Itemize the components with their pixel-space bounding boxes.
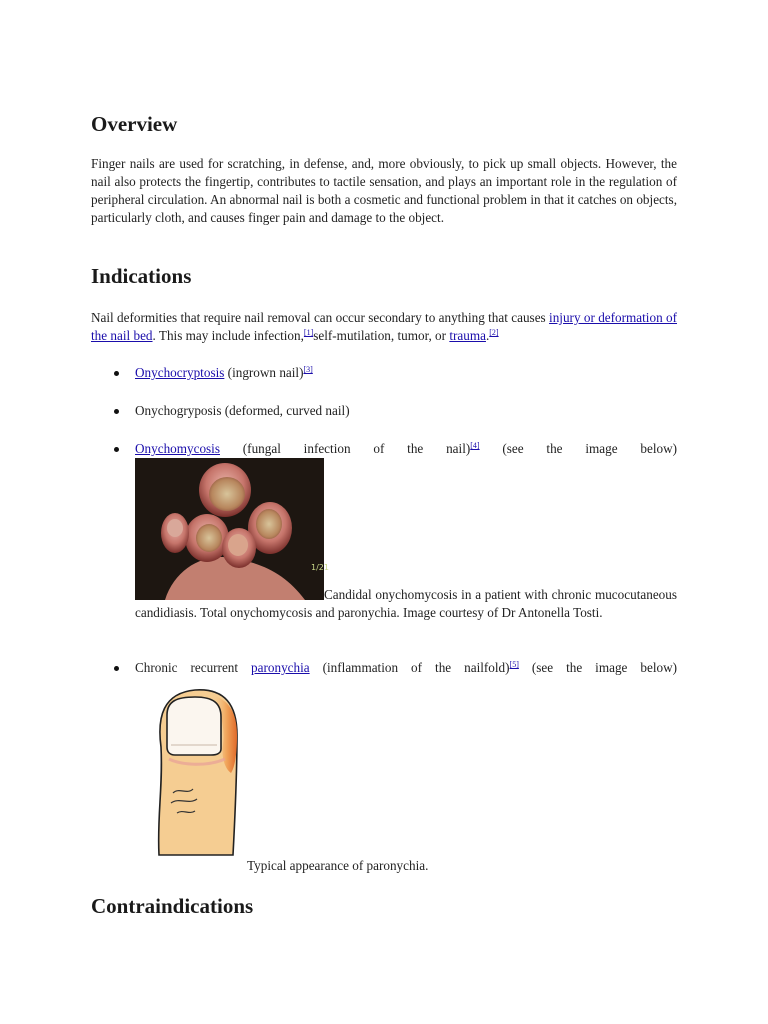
- link-onychocryptosis[interactable]: Onychocryptosis: [135, 365, 225, 380]
- intro-text-1: Nail deformities that require nail removal can occur secondary to anything that causes: [91, 310, 550, 325]
- ref-link-5[interactable]: [5]: [509, 660, 519, 669]
- list-item-prefix: Chronic recurrent: [135, 660, 252, 675]
- list-item: [135, 659, 677, 677]
- list-item-text: (ingrown nail): [224, 365, 304, 380]
- link-trauma[interactable]: trauma: [449, 328, 486, 343]
- ref-link-3[interactable]: [3]: [303, 365, 313, 374]
- onychomycosis-illustration: [135, 458, 329, 600]
- link-injury-deformation[interactable]: injury or deformation of the nail bed: [91, 310, 677, 343]
- list-item-text: Onychogryposis (deformed, curved nail): [135, 403, 350, 418]
- link-paronychia[interactable]: paronychia: [251, 660, 310, 675]
- bullet-dot: [114, 666, 119, 671]
- paronychia-image: [151, 687, 246, 859]
- intro-text-2: . This may include infection,: [152, 328, 304, 343]
- onychomycosis-caption: Candidal onychomycosis in a patient with chronic mucocutaneous candidiasis. Total onychomycosis and paronychia. Image courtesy of Dr Antonella Tosti.: [135, 587, 677, 620]
- list-item: [135, 402, 677, 420]
- paronychia-caption: Typical appearance of paronychia.: [247, 858, 429, 873]
- indications-intro: [91, 309, 677, 345]
- image-frame-label: 1/21: [311, 563, 329, 572]
- bullet-dot: [114, 409, 119, 414]
- ref-link-4[interactable]: [4]: [470, 441, 480, 450]
- list-item-after: (see the image below): [479, 441, 677, 456]
- intro-text-4: .: [485, 328, 490, 343]
- bullet-dot: [114, 371, 119, 376]
- paronychia-illustration: [151, 687, 246, 859]
- ref-link-2[interactable]: [2]: [489, 328, 499, 337]
- list-item-text: (fungal infection of the nail): [219, 441, 471, 456]
- indications-heading: Indications: [91, 264, 192, 288]
- contraindications-heading: Contraindications: [91, 894, 254, 918]
- intro-text-3: self-mutilation, tumor, or: [313, 328, 450, 343]
- overview-paragraph: Finger nails are used for scratching, in defense, and, more obviously, to pick up small objects. However, the nail also protects the fingertip, contributes to tactile sensation, and plays an important role in the regulation of peripheral circulation. An abnormal nail is both a cosmetic and functional problem in that it catches on objects, particularly cloth, and causes finger pain and damage to the object.: [91, 156, 677, 225]
- list-item-after: (see the image below): [518, 660, 678, 675]
- link-onychomycosis[interactable]: Onychomycosis: [135, 441, 220, 456]
- list-item-text: (inflammation of the nailfold): [309, 660, 510, 675]
- list-item: [135, 364, 677, 382]
- list-item: [135, 440, 677, 458]
- onychomycosis-image: [135, 458, 329, 600]
- overview-heading: Overview: [91, 112, 178, 136]
- ref-link-1[interactable]: [1]: [303, 328, 314, 337]
- bullet-dot: [114, 447, 119, 452]
